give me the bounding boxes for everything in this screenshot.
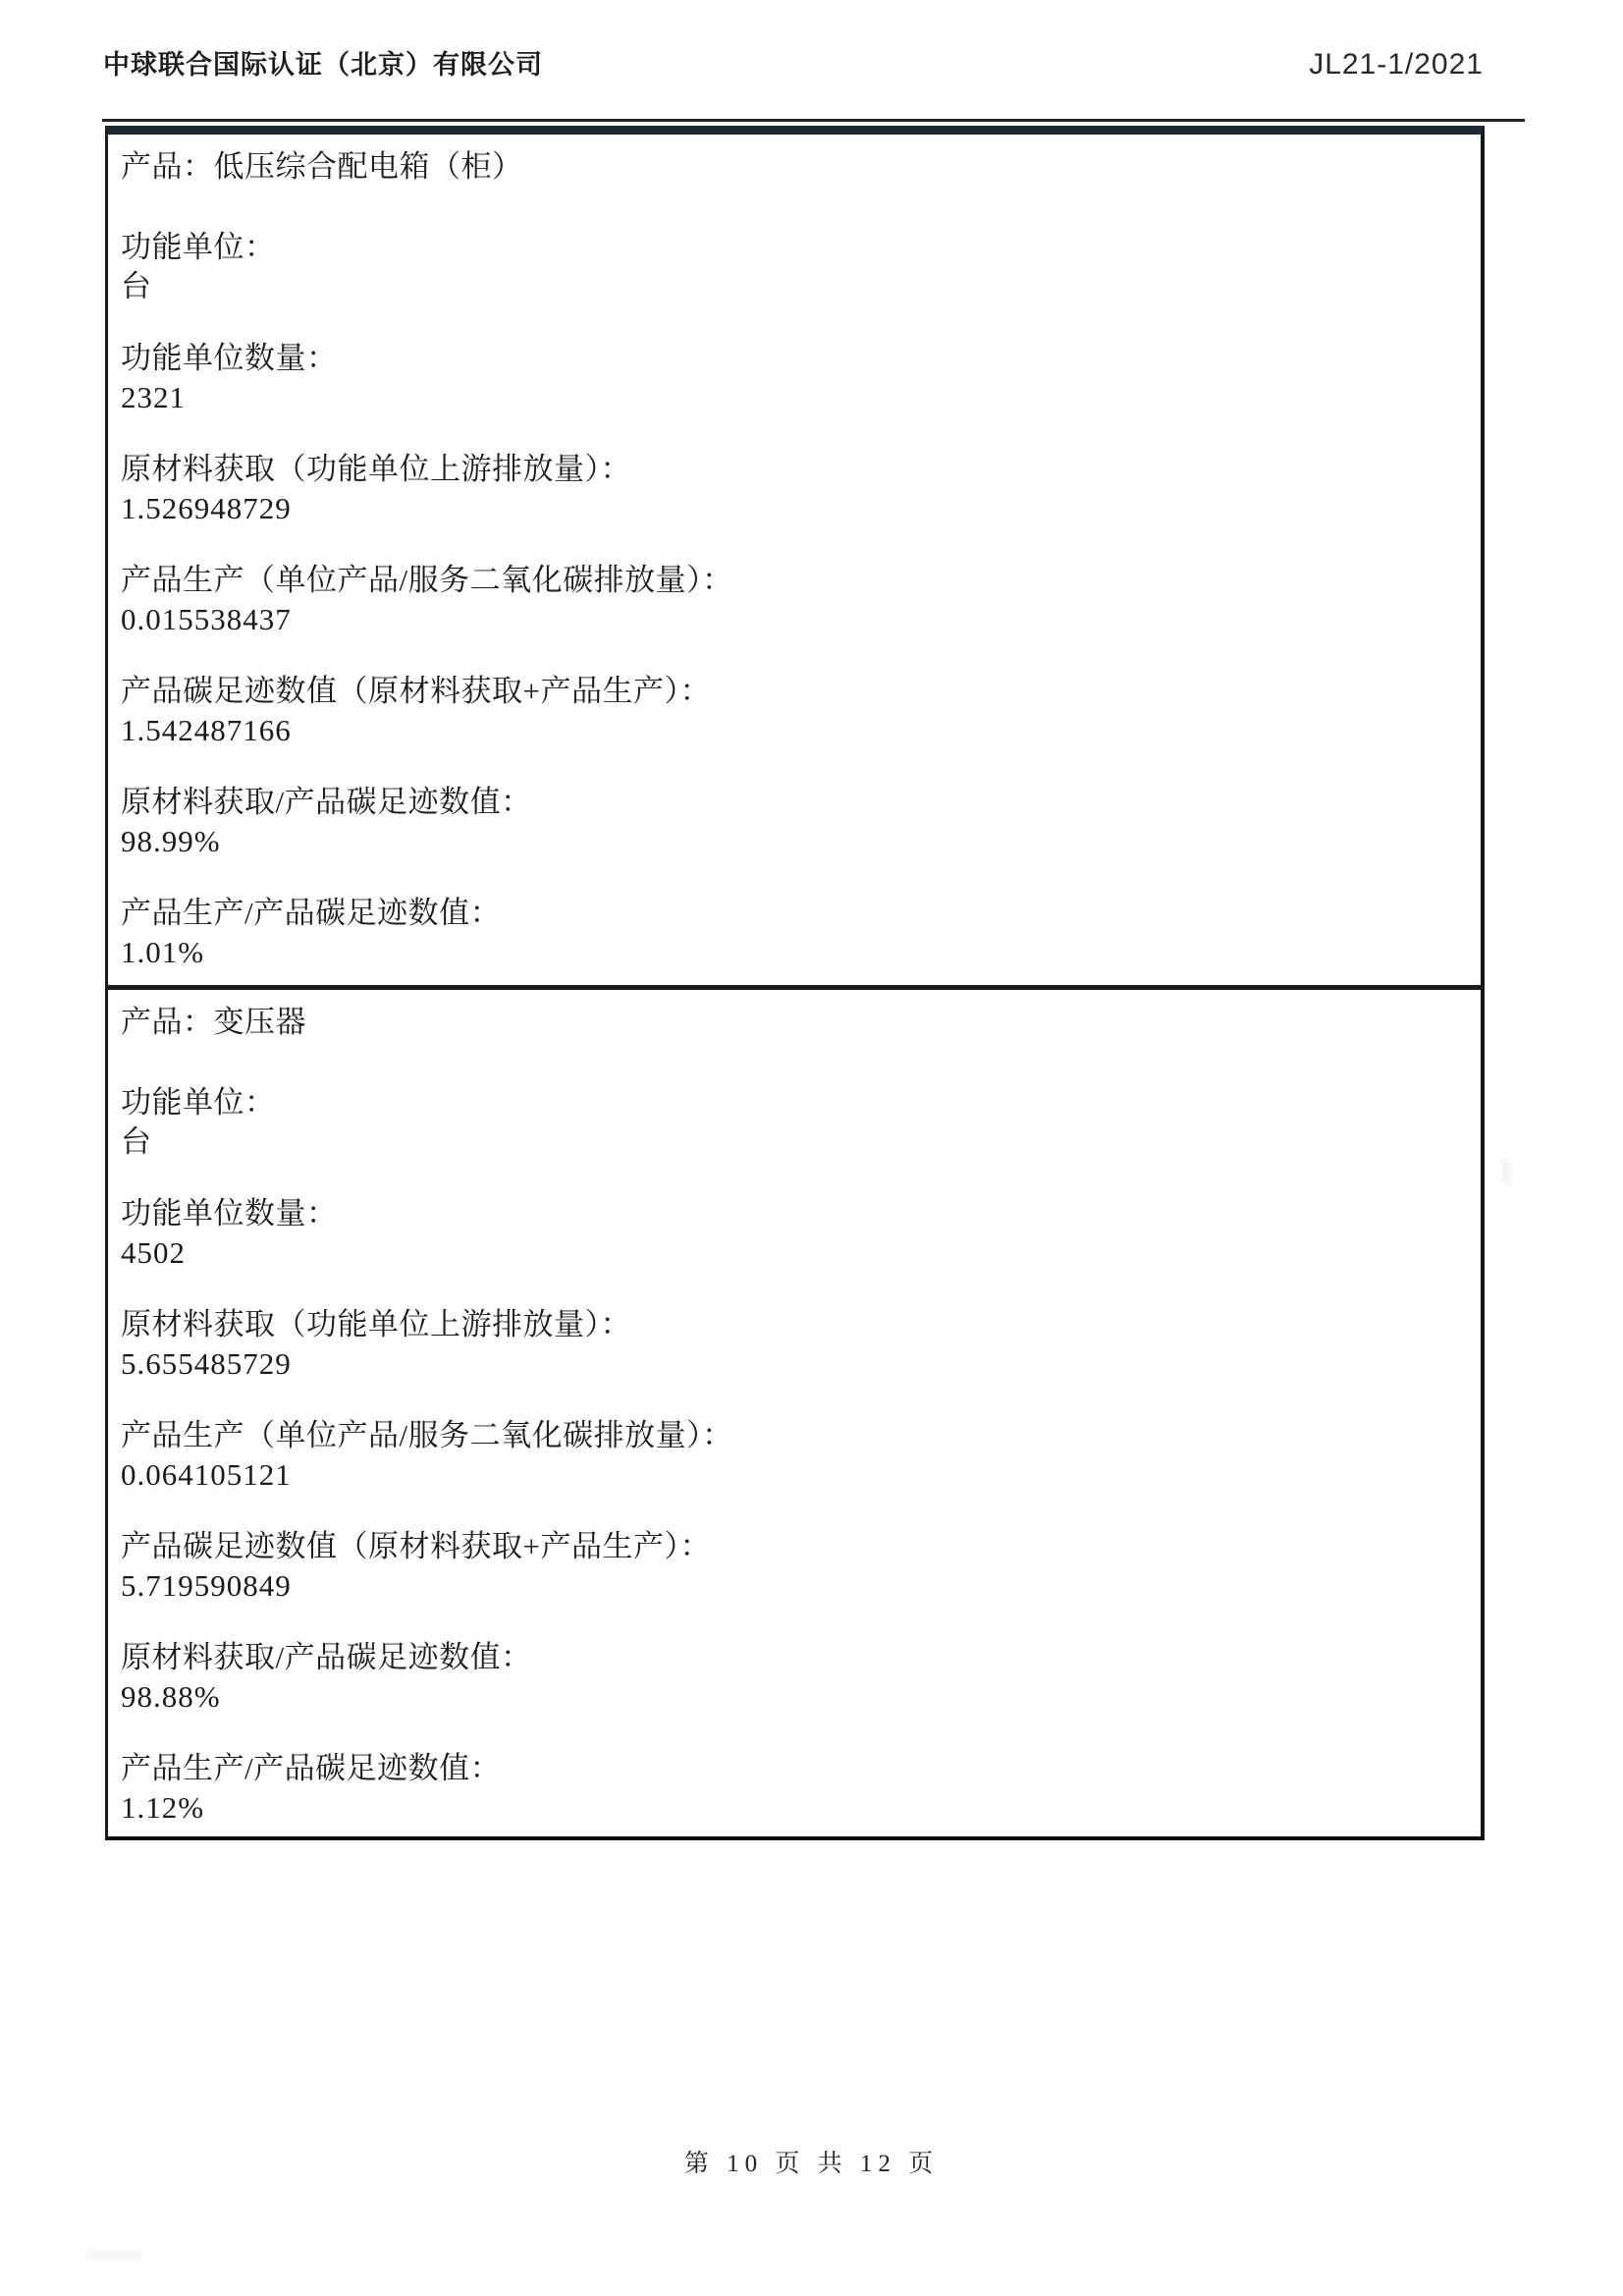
field-carbon-footprint-total [121, 672, 1463, 750]
field-value: 2321 [121, 380, 186, 414]
field-functional-unit [121, 1083, 1463, 1162]
company-name: 中球联合国际认证（北京）有限公司 [103, 50, 543, 80]
field-label: 产品碳足迹数值（原材料获取+产品生产）： [121, 1529, 711, 1563]
field-production-emission [121, 561, 1463, 639]
field-raw-material-ratio [121, 783, 1463, 861]
field-value: 5.719590849 [121, 1568, 292, 1603]
field-value: 台 [121, 269, 152, 303]
page-number: 第 10 页 共 12 页 [683, 2151, 940, 2177]
field-production-ratio [121, 1749, 1463, 1828]
field-value: 4502 [121, 1235, 186, 1270]
field-value: 0.064105121 [121, 1457, 292, 1492]
field-raw-material-acquisition [121, 450, 1463, 528]
field-label: 功能单位： [121, 1085, 276, 1120]
field-value: 台 [121, 1124, 152, 1159]
field-value: 98.88% [121, 1679, 221, 1714]
field-value: 1.12% [121, 1790, 205, 1825]
field-value: 0.015538437 [121, 602, 292, 636]
product-title: 产品：低压综合配电箱（柜） [121, 149, 523, 184]
field-label: 功能单位数量： [121, 1196, 338, 1230]
field-label: 产品生产/产品碳足迹数值： [121, 896, 502, 930]
field-label: 原材料获取/产品碳足迹数值： [121, 785, 532, 819]
field-value: 5.655485729 [121, 1346, 292, 1381]
field-functional-unit-qty [121, 1194, 1463, 1273]
field-label: 原材料获取/产品碳足迹数值： [121, 1640, 532, 1674]
field-label: 原材料获取（功能单位上游排放量）： [121, 452, 631, 486]
field-label: 功能单位： [121, 230, 276, 264]
field-value: 98.99% [121, 824, 221, 858]
product-title: 产品：变压器 [121, 1005, 306, 1039]
field-label: 产品生产（单位产品/服务二氧化碳排放量）： [121, 563, 733, 597]
field-functional-unit [121, 228, 1463, 306]
field-production-ratio [121, 894, 1463, 972]
scan-artifact [1502, 1159, 1510, 1184]
field-raw-material-ratio [121, 1638, 1463, 1717]
product-section-1 [105, 126, 1485, 988]
field-carbon-footprint-total [121, 1527, 1463, 1606]
field-raw-material-acquisition [121, 1305, 1463, 1384]
product-section-2 [105, 988, 1485, 1840]
header-divider [102, 119, 1525, 122]
field-label: 产品生产/产品碳足迹数值： [121, 1751, 502, 1785]
field-value: 1.01% [121, 935, 205, 969]
page-header [103, 43, 1484, 82]
scan-artifact [86, 2251, 145, 2259]
field-production-emission [121, 1416, 1463, 1495]
field-functional-unit-qty [121, 339, 1463, 417]
document-number: JL21-1/2021 [1309, 48, 1484, 81]
field-label: 原材料获取（功能单位上游排放量）： [121, 1307, 631, 1341]
field-label: 功能单位数量： [121, 341, 338, 375]
field-value: 1.542487166 [121, 713, 292, 747]
field-value: 1.526948729 [121, 491, 292, 525]
field-label: 产品碳足迹数值（原材料获取+产品生产）： [121, 674, 711, 708]
field-label: 产品生产（单位产品/服务二氧化碳排放量）： [121, 1418, 733, 1452]
page-footer [0, 2144, 1623, 2179]
